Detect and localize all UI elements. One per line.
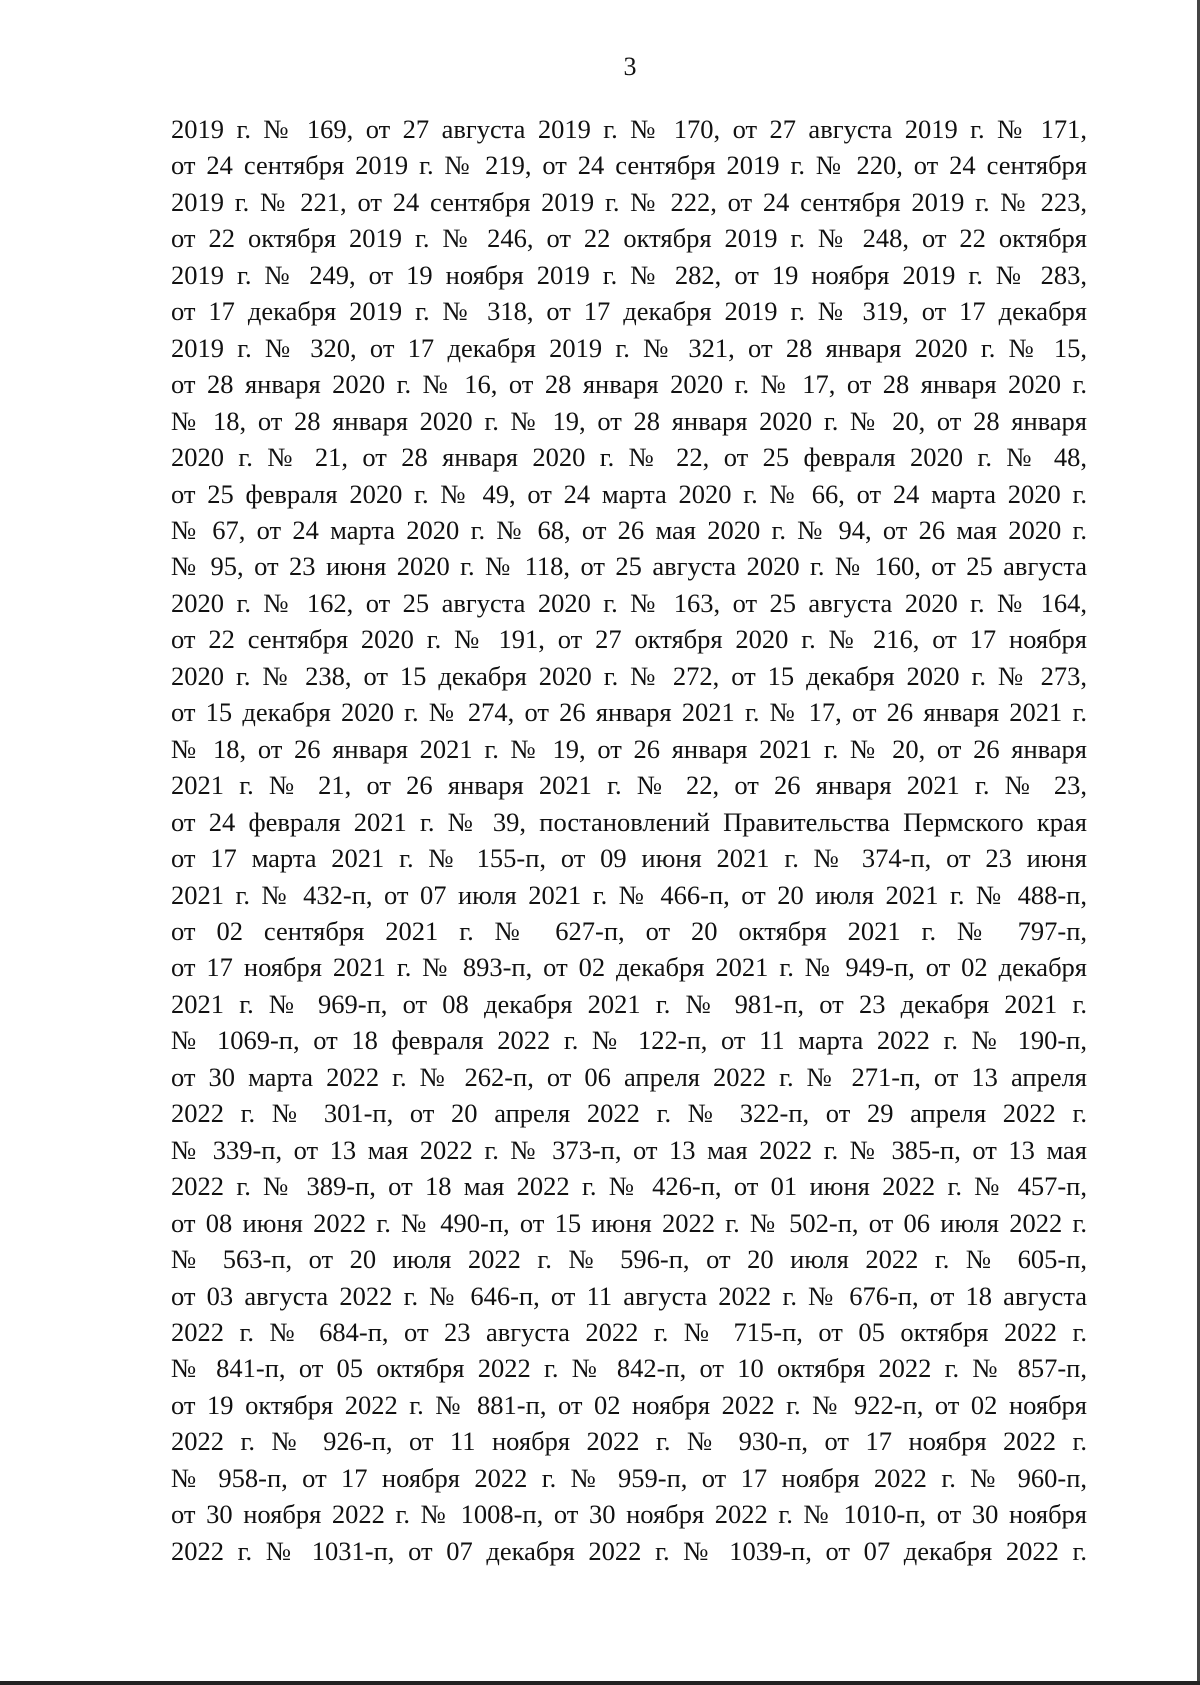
text-line: от 22 октября 2019 г. № 246, от 22 октября 2019 г. № 248, от 22 октября [171, 223, 1087, 254]
text-line: 2019 г. № 249, от 19 ноября 2019 г. № 282, от 19 ноября 2019 г. № 283, [171, 259, 1087, 290]
text-line: № 958-п, от 17 ноября 2022 г. № 959-п, от 17 ноября 2022 г. № 960-п, [171, 1462, 1087, 1493]
text-line: от 15 декабря 2020 г. № 274, от 26 января 2021 г. № 17, от 26 января 2021 г. [171, 697, 1087, 728]
text-line: № 18, от 28 января 2020 г. № 19, от 28 января 2020 г. № 20, от 28 января [171, 405, 1087, 436]
text-line: от 30 марта 2022 г. № 262-п, от 06 апреля 2022 г. № 271-п, от 13 апреля [171, 1061, 1087, 1092]
text-line: от 03 августа 2022 г. № 646-п, от 11 августа 2022 г. № 676-п, от 18 августа [171, 1280, 1087, 1311]
text-line: № 563-п, от 20 июля 2022 г. № 596-п, от 20 июля 2022 г. № 605-п, [171, 1244, 1087, 1275]
text-line: № 1069-п, от 18 февраля 2022 г. № 122-п, от 11 марта 2022 г. № 190-п, [171, 1025, 1087, 1056]
page-number: 3 [623, 52, 637, 81]
text-line: 2022 г. № 1031-п, от 07 декабря 2022 г. № 1039-п, от 07 декабря 2022 г. [171, 1535, 1087, 1566]
text-line: 2019 г. № 320, от 17 декабря 2019 г. № 321, от 28 января 2020 г. № 15, [171, 332, 1087, 363]
text-line: от 24 сентября 2019 г. № 219, от 24 сентября 2019 г. № 220, от 24 сентября [171, 150, 1087, 181]
text-line: 2021 г. № 969-п, от 08 декабря 2021 г. № 981-п, от 23 декабря 2021 г. [171, 988, 1087, 1019]
text-line: от 17 декабря 2019 г. № 318, от 17 декабря 2019 г. № 319, от 17 декабря [171, 296, 1087, 327]
text-line: от 17 ноября 2021 г. № 893-п, от 02 декабря 2021 г. № 949-п, от 02 декабря [171, 952, 1087, 983]
text-line: 2022 г. № 389-п, от 18 мая 2022 г. № 426-п, от 01 июня 2022 г. № 457-п, [171, 1171, 1087, 1202]
text-line: от 19 октября 2022 г. № 881-п, от 02 ноября 2022 г. № 922-п, от 02 ноября [171, 1389, 1087, 1420]
text-line: от 02 сентября 2021 г. № 627-п, от 20 октября 2021 г. № 797-п, [171, 915, 1087, 946]
scan-edge-bottom [0, 1681, 1200, 1685]
text-line: 2021 г. № 21, от 26 января 2021 г. № 22, от 26 января 2021 г. № 23, [171, 770, 1087, 801]
text-line: от 17 марта 2021 г. № 155-п, от 09 июня 2021 г. № 374-п, от 23 июня [171, 843, 1087, 874]
text-line: 2022 г. № 301-п, от 20 апреля 2022 г. № 322-п, от 29 апреля 2022 г. [171, 1098, 1087, 1129]
text-line: 2022 г. № 926-п, от 11 ноября 2022 г. № 930-п, от 17 ноября 2022 г. [171, 1426, 1087, 1457]
text-line: 2020 г. № 162, от 25 августа 2020 г. № 163, от 25 августа 2020 г. № 164, [171, 587, 1087, 618]
text-line: от 30 ноября 2022 г. № 1008-п, от 30 ноября 2022 г. № 1010-п, от 30 ноября [171, 1499, 1087, 1530]
text-line: № 67, от 24 марта 2020 г. № 68, от 26 мая 2020 г. № 94, от 26 мая 2020 г. [171, 514, 1087, 545]
text-line: № 18, от 26 января 2021 г. № 19, от 26 января 2021 г. № 20, от 26 января [171, 733, 1087, 764]
text-line: от 08 июня 2022 г. № 490-п, от 15 июня 2022 г. № 502-п, от 06 июля 2022 г. [171, 1207, 1087, 1238]
text-line: от 24 февраля 2021 г. № 39, постановлений Правительства Пермского края [171, 806, 1087, 837]
body-text [171, 111, 1087, 1569]
text-line: 2020 г. № 238, от 15 декабря 2020 г. № 272, от 15 декабря 2020 г. № 273, [171, 660, 1087, 691]
text-line: 2020 г. № 21, от 28 января 2020 г. № 22, от 25 февраля 2020 г. № 48, [171, 442, 1087, 473]
text-line: от 28 января 2020 г. № 16, от 28 января 2020 г. № 17, от 28 января 2020 г. [171, 369, 1087, 400]
text-line: 2019 г. № 169, от 27 августа 2019 г. № 170, от 27 августа 2019 г. № 171, [171, 114, 1087, 144]
text-line: № 95, от 23 июня 2020 г. № 118, от 25 августа 2020 г. № 160, от 25 августа [171, 551, 1087, 582]
text-line: от 25 февраля 2020 г. № 49, от 24 марта 2020 г. № 66, от 24 марта 2020 г. [171, 478, 1087, 509]
text-line: 2022 г. № 684-п, от 23 августа 2022 г. № 715-п, от 05 октября 2022 г. [171, 1316, 1087, 1347]
text-line: № 841-п, от 05 октября 2022 г. № 842-п, от 10 октября 2022 г. № 857-п, [171, 1353, 1087, 1384]
text-line: 2019 г. № 221, от 24 сентября 2019 г. № 222, от 24 сентября 2019 г. № 223, [171, 186, 1087, 217]
text-line: 2021 г. № 432-п, от 07 июля 2021 г. № 466-п, от 20 июля 2021 г. № 488-п, [171, 879, 1087, 910]
text-line: от 22 сентября 2020 г. № 191, от 27 октября 2020 г. № 216, от 17 ноября [171, 624, 1087, 655]
text-line: № 339-п, от 13 мая 2022 г. № 373-п, от 13 мая 2022 г. № 385-п, от 13 мая [171, 1134, 1087, 1165]
